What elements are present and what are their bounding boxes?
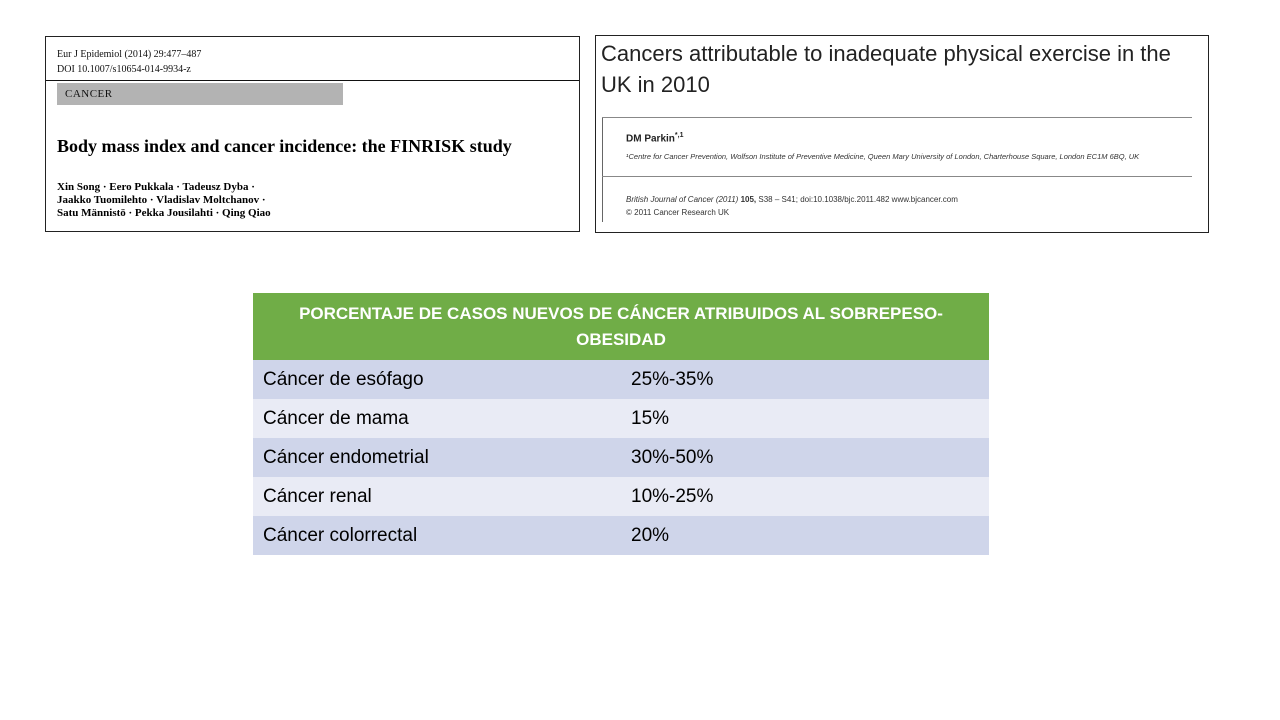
citation-volume: 105, [740,195,757,204]
cancer-type: Cáncer colorrectal [263,524,418,546]
paper-title: Body mass index and cancer incidence: the FINRISK study [57,136,512,156]
author-superscript: *,1 [674,132,684,139]
header-rule [46,80,579,81]
section-label: CANCER [65,88,113,100]
table-header-row [253,293,989,360]
cancer-type: Cáncer renal [263,485,372,507]
table-row [253,360,989,399]
copyright-line: © 2011 Cancer Research UK [626,208,730,217]
paper-authors [57,181,271,220]
table-row [253,438,989,477]
journal-citation [626,195,958,204]
obesity-cancer-table [253,293,989,555]
percentage: 25%-35% [631,368,714,390]
authors-line: Satu Männistö · Pekka Jousilahti · Qing Qiao [57,207,271,219]
table-row [253,399,989,438]
cancer-type: Cáncer endometrial [263,446,429,468]
side-rule [602,118,603,222]
journal-citation [57,47,201,77]
percentage: 20% [631,524,670,546]
cancer-type: Cáncer de esófago [263,368,424,390]
divider [602,117,1192,118]
citation-prefix: British Journal of Cancer (2011) [626,195,741,204]
percentage: 30%-50% [631,446,714,468]
paper-author [626,132,683,144]
percentage: 15% [631,407,670,429]
divider [602,176,1192,177]
table-row [253,516,989,555]
table-header: PORCENTAJE DE CASOS NUEVOS DE CÁNCER ATRIBUIDOS AL SOBREPESO-OBESIDAD [299,303,943,349]
authors-line: Xin Song · Eero Pukkala · Tadeusz Dyba · [57,181,255,193]
paper-clipping-finrisk [45,36,580,232]
journal-line: Eur J Epidemiol (2014) 29:477–487 [57,49,202,60]
cancer-type: Cáncer de mama [263,407,409,429]
paper-title: Cancers attributable to inadequate physical exercise in the UK in 2010 [601,41,1171,97]
citation-suffix: S38 – S41; doi:10.1038/bjc.2011.482 www.bjcancer.com [756,195,958,204]
percentage: 10%-25% [631,485,714,507]
paper-clipping-parkin [595,35,1209,233]
author-name: DM Parkin [626,133,675,145]
doi-line: DOI 10.1007/s10654-014-9934-z [57,64,191,75]
author-affiliation: ¹Centre for Cancer Prevention, Wolfson Institute of Preventive Medicine, Queen Mary University of London, Charterhouse Square, London EC1M 6BQ, UK [626,152,1140,161]
table-row [253,477,989,516]
authors-line: Jaakko Tuomilehto · Vladislav Moltchanov · [57,194,266,206]
section-band [57,83,343,105]
